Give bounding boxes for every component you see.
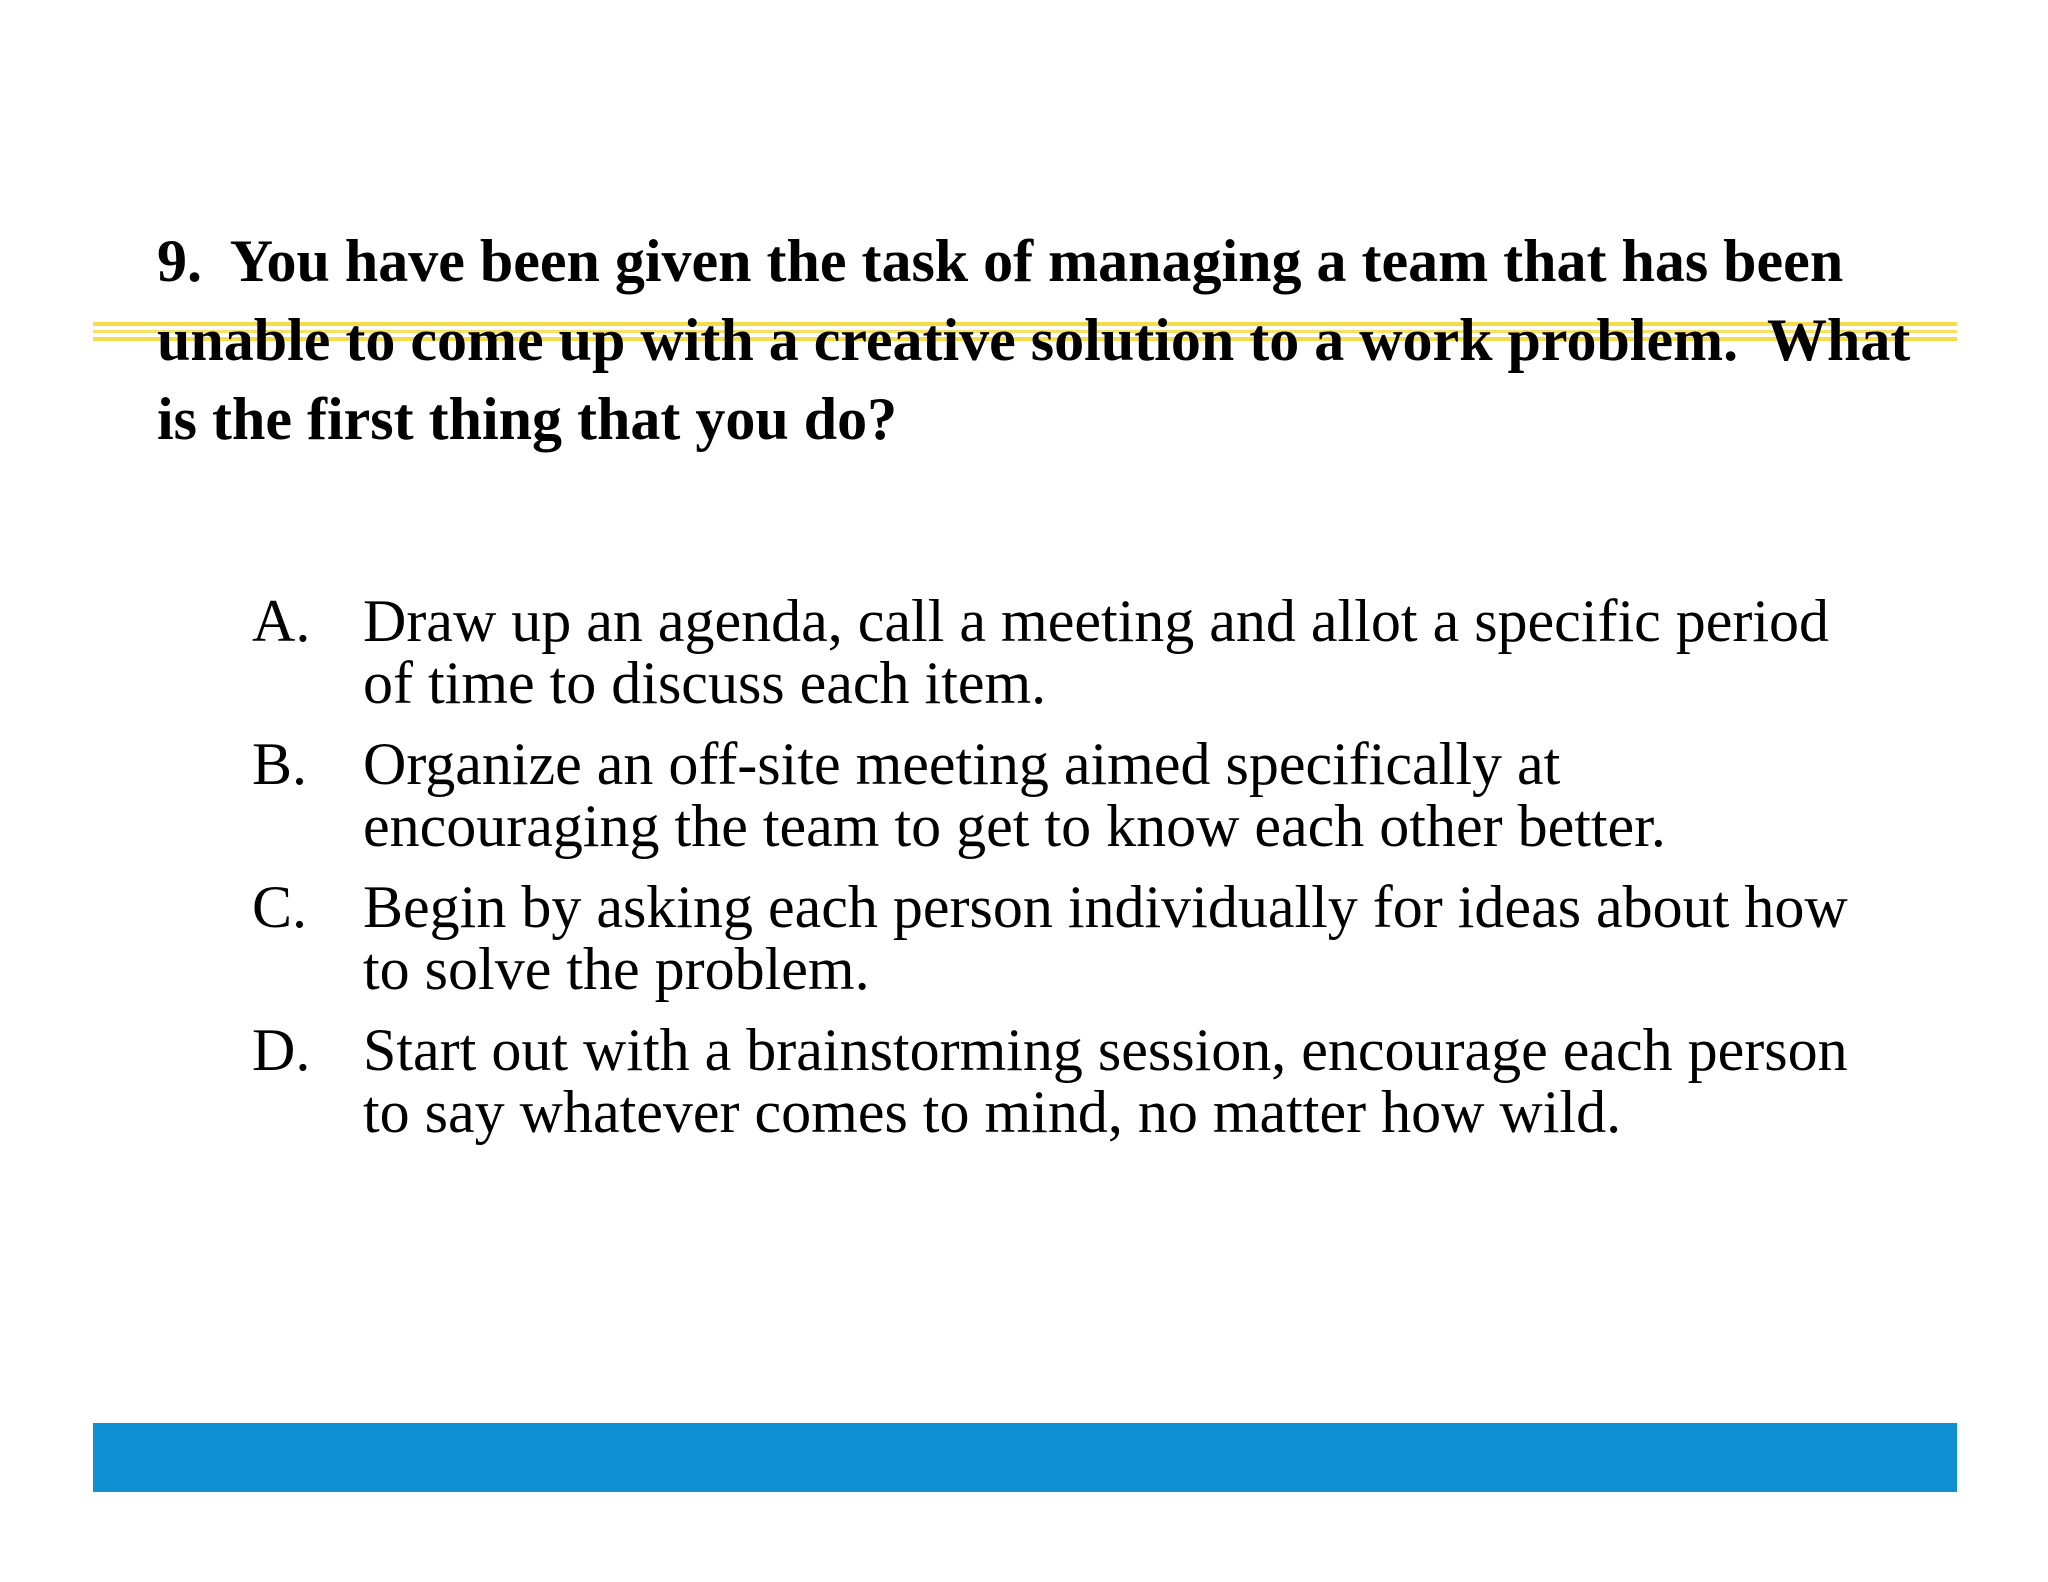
answer-option-c xyxy=(252,876,1852,1000)
option-letter: D. xyxy=(252,1017,311,1083)
option-text: Start out with a brainstorming session, encourage each person to say whatever comes to mind, no matter how wild. xyxy=(363,1017,1848,1145)
option-letter: B. xyxy=(252,731,308,797)
answer-option-d xyxy=(252,1019,1852,1143)
question-text: 9. You have been given the task of managing a team that has been unable to come up with a creative solution to a work problem. What is the first thing that you do? xyxy=(157,228,1926,452)
option-letter: A. xyxy=(252,588,311,654)
option-letter: C. xyxy=(252,874,308,940)
option-text: Begin by asking each person individually for ideas about how to solve the problem. xyxy=(363,874,1848,1002)
option-text: Organize an off-site meeting aimed specifically at encouraging the team to get to know each other better. xyxy=(363,731,1666,859)
answer-option-a xyxy=(252,590,1852,714)
answer-option-b xyxy=(252,733,1852,857)
answer-options-list xyxy=(252,590,1852,1162)
option-text: Draw up an agenda, call a meeting and allot a specific period of time to discuss each item. xyxy=(363,588,1830,716)
footer-blue-bar xyxy=(93,1423,1957,1492)
